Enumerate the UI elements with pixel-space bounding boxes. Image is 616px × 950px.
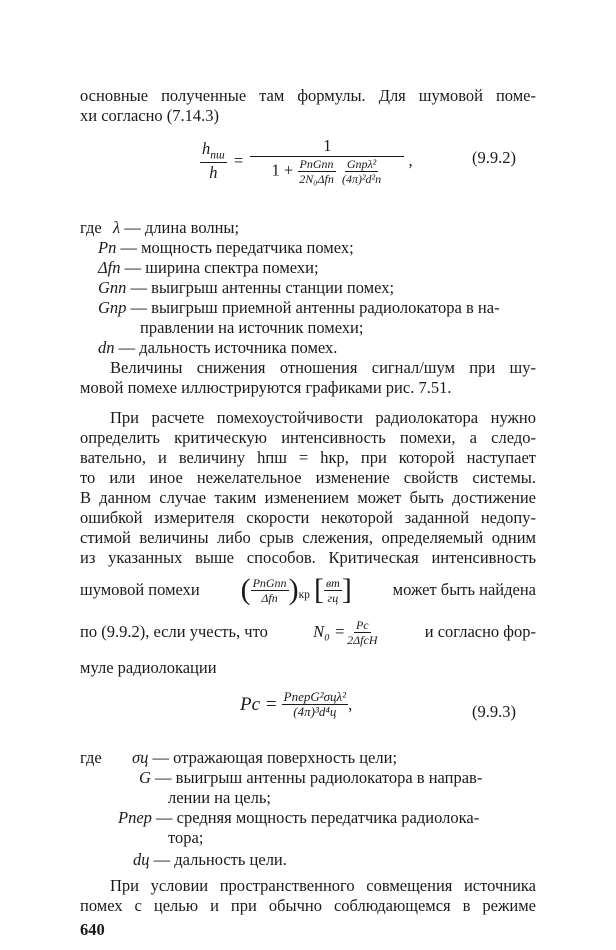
definition-line: Gпр — выигрыш приемной антенны радиолокатора в на-	[98, 298, 500, 317]
inline-formula-line: шумовой помехи ( $\frac{\text{PпGпп}}{\text{Δfп}}$ ) $_{кр}$ [ $\frac{вт}{гц}$ ] может быть найдена	[80, 573, 536, 606]
text-line: муле радиолокации	[80, 658, 217, 677]
text-line: основные полученные там формулы. Для шумовой поме-	[80, 86, 536, 105]
definition-line: dп — дальность источника помех.	[98, 338, 338, 357]
text-line: из указанных выше способов. Критическая интенсивность	[80, 548, 536, 567]
equation-number: (9.9.2)	[472, 148, 516, 167]
definition-line: G — выигрыш антенны радиолокатора в направ-	[139, 768, 483, 787]
text-line: При расчете помехоустойчивости радиолокатора нужно	[110, 408, 536, 427]
where-label: где	[80, 748, 102, 767]
definition-line: dц — дальность цели.	[133, 850, 287, 869]
text-line: ошибкой измерителя скорости некоторой заданной недопу-	[80, 508, 536, 527]
definition-line: Pп — мощность передатчика помех;	[98, 238, 354, 257]
definition-line: σц — отражающая поверхность цели;	[132, 748, 398, 767]
definition-line: Δfп — ширина спектра помехи;	[98, 258, 319, 277]
text-line: вательно, и величину hпш = hкр, при которой наступает	[80, 448, 536, 467]
text-line: хи согласно (7.14.3)	[80, 106, 220, 125]
text-line: При условии пространственного совмещения источника	[110, 876, 536, 895]
definition-line: правлении на источник помехи;	[140, 318, 364, 337]
definition-line: лении на цель;	[168, 788, 271, 807]
text-line: определить критическую интенсивность помехи, а следо-	[80, 428, 536, 447]
definition-line: тора;	[168, 828, 204, 847]
equation-9-9-3: Pс = $\frac{\text{PперG²σцλ²}}{\text{(4π)³d⁴ц}}$ ,	[240, 689, 353, 719]
text-line: помех с целью и при обычно соблюдающемся в режиме	[80, 896, 536, 915]
text-line: стимой величины либо срыв слежения, определяемый одним	[80, 528, 536, 547]
text-line: мовой помехе иллюстрируются графиками рис. 7.51.	[80, 378, 452, 397]
equation-9-9-2: $\frac{h_{пш}}{h}$ = 1 1 + $\frac{\text{PпGпп}}{\text{2N₀Δfп}}$ $\frac{\text{Gпрλ²}}{\text{(4π)²d²п}}$ ,	[202, 136, 413, 186]
definition-line: Gпп — выигрыш антенны станции помех;	[98, 278, 395, 297]
inline-formula-line: по (9.9.2), если учесть, что N₀ = $\frac{Pс}{\text{2ΔfсH}}$ и согласно фор-	[80, 617, 536, 647]
text-line: то или иное нежелательное изменение свойств системы.	[80, 468, 536, 487]
text-line: Величины снижения отношения сигнал/шум при шу-	[110, 358, 536, 377]
where-label: где	[80, 218, 102, 237]
definition-line: Pпер — средняя мощность передатчика радиолока-	[118, 808, 480, 827]
text-line: В данном случае таким изменением может быть достижение	[80, 488, 536, 507]
page-number: 640	[80, 920, 105, 939]
definition-line: λ — длина волны;	[113, 218, 240, 237]
equation-number: (9.9.3)	[472, 702, 516, 721]
